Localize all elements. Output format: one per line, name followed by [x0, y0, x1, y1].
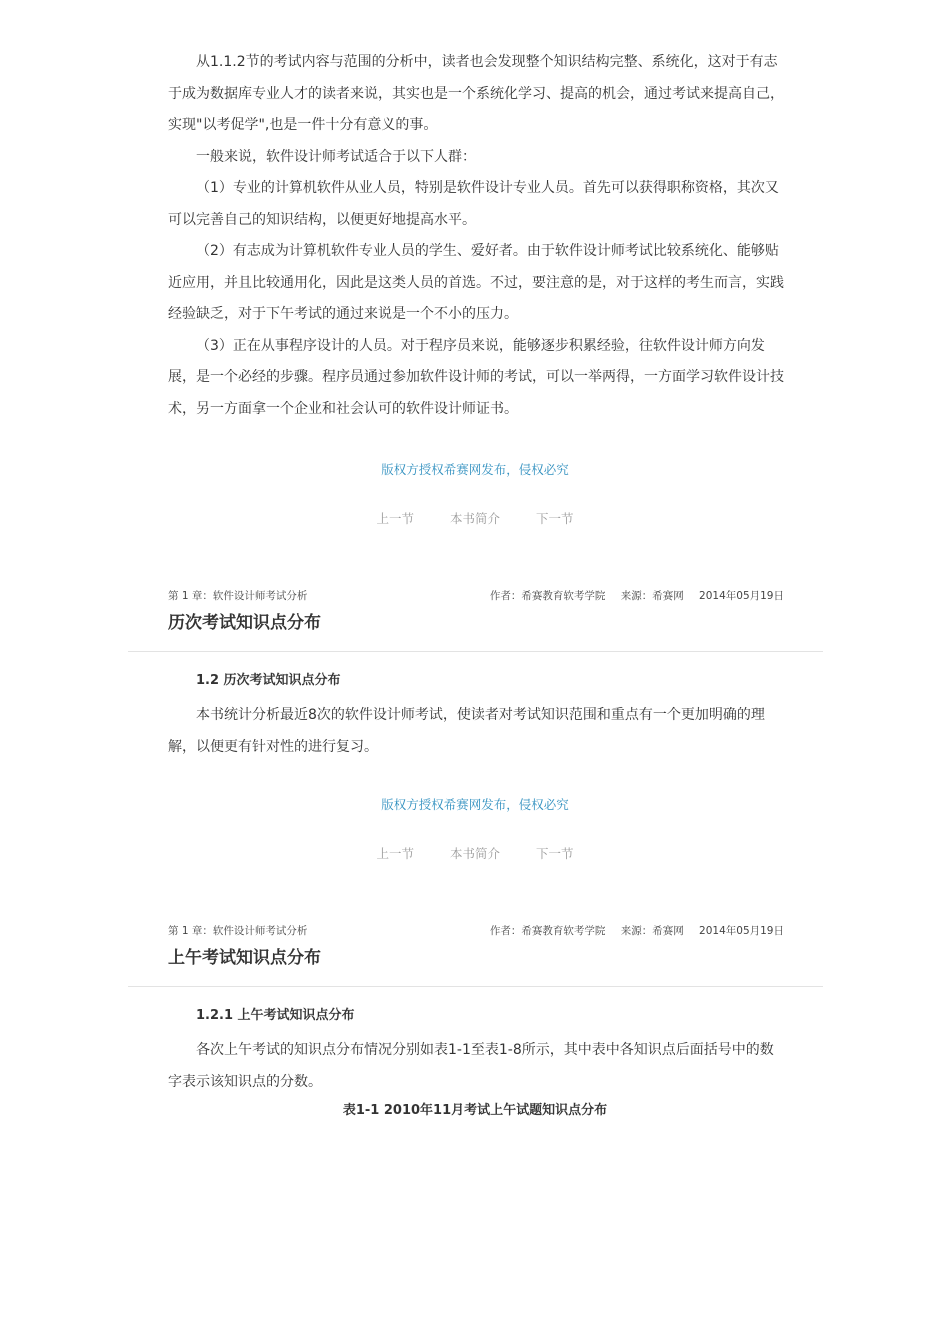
source-label: 来源：希赛网	[620, 590, 684, 602]
prev-section-link[interactable]: 上一节	[376, 511, 414, 526]
section-heading: 1.2.1 上午考试知识点分布	[196, 1008, 355, 1023]
paragraph: （1）专业的计算机软件从业人员，特别是软件设计专业人员。首先可以获得职称资格，其次又可以完善自己的知识结构，以便更好地提高水平。	[168, 180, 779, 228]
section-1-2-1-body	[168, 1006, 784, 1098]
paragraph: 一般来说，软件设计师考试适合于以下人群：	[196, 148, 476, 165]
chapter-label: 第 1 章：软件设计师考试分析	[168, 590, 308, 602]
divider	[128, 651, 823, 652]
book-intro-link[interactable]: 本书简介	[449, 846, 500, 861]
meta-info	[478, 924, 784, 938]
article-title: 历次考试知识点分布	[168, 613, 321, 633]
paragraph: 本书统计分析最近8次的软件设计师考试，使读者对考试知识范围和重点有一个更加明确的理解，以便更有针对性的进行复习。	[168, 707, 765, 755]
divider	[128, 986, 823, 987]
section-1-2-body	[168, 671, 784, 763]
date-label: 2014年05月19日	[699, 590, 784, 602]
next-section-link[interactable]: 下一节	[535, 511, 574, 526]
paragraph: （2）有志成为计算机软件专业人员的学生、爱好者。由于软件设计师考试比较系统化、能够贴近应用，并且比较通用化，因此是这类人员的首选。不过，要注意的是，对于这样的考生而言，实践经验缺乏，对于下午考试的通过来说是一个不小的压力。	[168, 243, 784, 322]
copyright-notice: 版权方授权希赛网发布，侵权必究	[381, 462, 569, 477]
meta-info	[478, 589, 784, 603]
prev-section-body	[168, 47, 784, 425]
chapter-label: 第 1 章：软件设计师考试分析	[168, 925, 308, 937]
author-label: 作者：希赛教育软考学院	[489, 590, 606, 602]
paragraph: 各次上午考试的知识点分布情况分别如表1-1至表1-8所示，其中表中各知识点后面括号中的数字表示该知识点的分数。	[168, 1042, 774, 1090]
article-title: 上午考试知识点分布	[168, 948, 321, 968]
table-caption: 表1-1 2010年11月考试上午试题知识点分布	[342, 1103, 608, 1118]
paragraph: 从1.1.2节的考试内容与范围的分析中，读者也会发现整个知识结构完整、系统化，这对于有志于成为数据库专业人才的读者来说，其实也是一个系统化学习、提高的机会，通过考试来提高自己，实现"以考促学",也是一件十分有意义的事。	[168, 54, 784, 133]
copyright-notice: 版权方授权希赛网发布，侵权必究	[381, 797, 569, 812]
author-label: 作者：希赛教育软考学院	[489, 925, 606, 937]
next-section-link[interactable]: 下一节	[535, 846, 574, 861]
date-label: 2014年05月19日	[699, 925, 784, 937]
book-intro-link[interactable]: 本书简介	[449, 511, 500, 526]
section-nav	[0, 510, 950, 528]
prev-section-link[interactable]: 上一节	[376, 846, 414, 861]
section-heading: 1.2 历次考试知识点分布	[196, 673, 341, 688]
source-label: 来源：希赛网	[620, 925, 684, 937]
section-nav	[0, 845, 950, 863]
paragraph: （3）正在从事程序设计的人员。对于程序员来说，能够逐步积累经验，往软件设计师方向发展，是一个必经的步骤。程序员通过参加软件设计师的考试，可以一举两得，一方面学习软件设计技术，另一方面拿一个企业和社会认可的软件设计师证书。	[168, 337, 784, 417]
